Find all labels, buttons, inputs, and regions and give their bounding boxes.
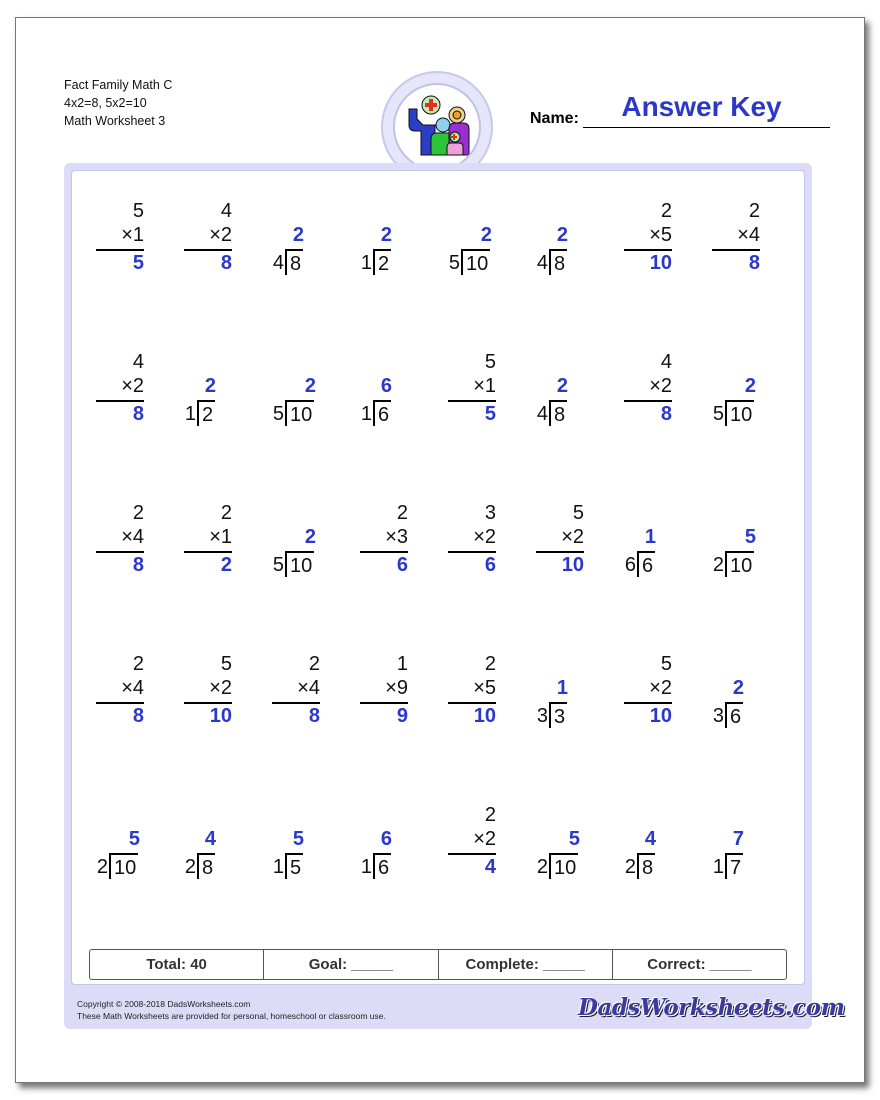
multiplication-problem: [360, 501, 420, 581]
divisor: 6: [624, 554, 636, 576]
product-answer: 4: [484, 856, 496, 878]
multiplication-stack: [272, 652, 320, 728]
divisor: 2: [96, 856, 108, 878]
division-problem: [536, 803, 596, 883]
worksheet-title: Fact Family Math C: [64, 78, 173, 92]
problem-area: [71, 170, 805, 985]
multiplicand: 2: [660, 200, 672, 222]
quotient-answer: 4: [644, 828, 656, 850]
quotient-answer: 6: [380, 828, 392, 850]
dividend: 3: [549, 702, 567, 728]
quotient-answer: 7: [732, 828, 744, 850]
divisor: 4: [272, 252, 284, 274]
quotient-answer: 2: [304, 375, 316, 397]
multiplicand: 2: [748, 200, 760, 222]
quotient-answer: 5: [744, 526, 756, 548]
dividend: 8: [549, 249, 567, 275]
multiplication-stack: [96, 652, 144, 728]
multiplication-problem: [624, 652, 684, 732]
multiplication-stack: [536, 501, 584, 577]
dividend: 10: [725, 551, 754, 577]
multiplication-stack: [96, 199, 144, 275]
dividend: 10: [725, 400, 754, 426]
divisor: 1: [360, 252, 372, 274]
multiplier: ×2: [649, 375, 672, 397]
division-problem: [624, 803, 684, 883]
multiplicand: 3: [484, 502, 496, 524]
product-answer: 10: [649, 705, 672, 727]
divisor: 4: [536, 252, 548, 274]
multiplication-problem: [712, 199, 772, 279]
multiplication-problem: [96, 199, 156, 279]
product-answer: 10: [209, 705, 232, 727]
problem-grid: [72, 171, 804, 984]
divisor: 2: [184, 856, 196, 878]
dividend: 8: [549, 400, 567, 426]
multiplier: ×4: [121, 526, 144, 548]
quotient-answer: 2: [480, 224, 492, 246]
multiplier: ×5: [649, 224, 672, 246]
worksheet-header: [64, 76, 172, 130]
multiplier: ×4: [737, 224, 760, 246]
multiplier: ×5: [473, 677, 496, 699]
division-problem: [272, 803, 332, 883]
brand-logo: DadsWorksheets.com: [578, 994, 845, 1021]
worksheet-subtitle: Math Worksheet 3: [64, 114, 166, 128]
divisor: 2: [536, 856, 548, 878]
copyright-text: Copyright © 2008-2018 DadsWorksheets.com: [77, 999, 251, 1009]
multiplicand: 5: [484, 351, 496, 373]
complete-field: Complete: _____: [439, 950, 613, 979]
quotient-answer: 2: [556, 224, 568, 246]
divisor: 1: [360, 403, 372, 425]
worksheet-facts: 4x2=8, 5x2=10: [64, 96, 147, 110]
multiplication-stack: [624, 199, 672, 275]
dividend: 6: [373, 400, 391, 426]
multiplier: ×2: [561, 526, 584, 548]
divisor: 1: [360, 856, 372, 878]
dividend: 2: [373, 249, 391, 275]
division-problem: [712, 652, 772, 732]
quotient-answer: 1: [644, 526, 656, 548]
name-label: Name:: [530, 110, 579, 127]
product-answer: 5: [484, 403, 496, 425]
dividend: 8: [285, 249, 303, 275]
multiplicand: 4: [220, 200, 232, 222]
product-answer: 10: [561, 554, 584, 576]
answer-key-label: Answer Key: [621, 91, 782, 122]
division-problem: [360, 803, 420, 883]
multiplication-stack: [624, 350, 672, 426]
divisor: 2: [712, 554, 724, 576]
product-answer: 8: [748, 252, 760, 274]
quotient-answer: 5: [128, 828, 140, 850]
multiplicand: 4: [660, 351, 672, 373]
divisor: 3: [536, 705, 548, 727]
divisor: 5: [272, 403, 284, 425]
quotient-answer: 5: [568, 828, 580, 850]
multiplicand: 5: [572, 502, 584, 524]
product-answer: 8: [308, 705, 320, 727]
multiplication-problem: [448, 652, 508, 732]
multiplier: ×1: [473, 375, 496, 397]
multiplication-stack: [448, 350, 496, 426]
quotient-answer: 2: [292, 224, 304, 246]
dividend: 7: [725, 853, 743, 879]
multiplier: ×4: [297, 677, 320, 699]
product-answer: 8: [132, 705, 144, 727]
divisor: 4: [536, 403, 548, 425]
division-problem: [624, 501, 684, 581]
divisor: 1: [272, 856, 284, 878]
product-answer: 10: [473, 705, 496, 727]
multiplication-stack: [184, 501, 232, 577]
multiplication-stack: [96, 350, 144, 426]
divisor: 5: [272, 554, 284, 576]
multiplication-problem: [448, 350, 508, 430]
divisor: 2: [624, 856, 636, 878]
copyright-block: [77, 998, 386, 1022]
multiplication-problem: [448, 803, 508, 883]
product-answer: 8: [660, 403, 672, 425]
division-problem: [448, 199, 508, 279]
multiplication-problem: [536, 501, 596, 581]
product-answer: 6: [484, 554, 496, 576]
quotient-answer: 2: [304, 526, 316, 548]
multiplication-problem: [184, 199, 244, 279]
dividend: 6: [637, 551, 655, 577]
multiplication-problem: [96, 501, 156, 581]
product-answer: 8: [132, 554, 144, 576]
division-problem: [272, 501, 332, 581]
multiplication-stack: [184, 652, 232, 728]
multiplier: ×1: [121, 224, 144, 246]
multiplication-stack: [448, 652, 496, 728]
divisor: 5: [712, 403, 724, 425]
multiplicand: 5: [132, 200, 144, 222]
division-problem: [184, 350, 244, 430]
divisor: 5: [448, 252, 460, 274]
divisor: 1: [184, 403, 196, 425]
quotient-answer: 2: [744, 375, 756, 397]
multiplier: ×2: [121, 375, 144, 397]
goal-field: Goal: _____: [264, 950, 438, 979]
multiplication-problem: [184, 652, 244, 732]
product-answer: 8: [132, 403, 144, 425]
problem-frame: [64, 163, 812, 1029]
multiplicand: 2: [484, 653, 496, 675]
name-line: [583, 127, 830, 128]
multiplicand: 2: [396, 502, 408, 524]
multiplier: ×9: [385, 677, 408, 699]
multiplication-problem: [448, 501, 508, 581]
multiplicand: 2: [220, 502, 232, 524]
division-problem: [272, 199, 332, 279]
division-problem: [536, 652, 596, 732]
total-count: Total: 40: [90, 950, 264, 979]
multiplicand: 2: [132, 502, 144, 524]
division-problem: [272, 350, 332, 430]
multiplication-stack: [360, 652, 408, 728]
multiplication-problem: [96, 350, 156, 430]
multiplicand: 4: [132, 351, 144, 373]
multiplier: ×2: [649, 677, 672, 699]
product-answer: 8: [220, 252, 232, 274]
multiplier: ×3: [385, 526, 408, 548]
division-problem: [712, 501, 772, 581]
dividend: 6: [725, 702, 743, 728]
multiplier: ×4: [121, 677, 144, 699]
quotient-answer: 4: [204, 828, 216, 850]
correct-field: Correct: _____: [647, 956, 752, 973]
multiplication-stack: [624, 652, 672, 728]
dividend: 10: [109, 853, 138, 879]
quotient-answer: 2: [204, 375, 216, 397]
dividend: 10: [549, 853, 578, 879]
division-problem: [712, 350, 772, 430]
quotient-answer: 6: [380, 375, 392, 397]
divisor: 3: [712, 705, 724, 727]
quotient-answer: 2: [732, 677, 744, 699]
multiplicand: 2: [132, 653, 144, 675]
product-answer: 9: [396, 705, 408, 727]
multiplication-problem: [96, 652, 156, 732]
multiplication-problem: [624, 350, 684, 430]
multiplication-problem: [184, 501, 244, 581]
product-answer: 5: [132, 252, 144, 274]
dividend: 2: [197, 400, 215, 426]
dividend: 8: [637, 853, 655, 879]
multiplier: ×2: [473, 526, 496, 548]
dividend: 5: [285, 853, 303, 879]
division-problem: [96, 803, 156, 883]
multiplicand: 2: [308, 653, 320, 675]
dividend: 10: [461, 249, 490, 275]
multiplier: ×2: [209, 677, 232, 699]
score-bar: [89, 949, 787, 980]
usage-notice: These Math Worksheets are provided for personal, homeschool or classroom use.: [77, 1011, 386, 1021]
division-problem: [536, 350, 596, 430]
multiplication-stack: [712, 199, 760, 275]
quotient-answer: 1: [556, 677, 568, 699]
product-answer: 6: [396, 554, 408, 576]
quotient-answer: 2: [556, 375, 568, 397]
multiplier: ×2: [209, 224, 232, 246]
dividend: 10: [285, 400, 314, 426]
dividend: 10: [285, 551, 314, 577]
multiplication-problem: [624, 199, 684, 279]
quotient-answer: 2: [380, 224, 392, 246]
division-problem: [360, 350, 420, 430]
product-answer: 2: [220, 554, 232, 576]
multiplicand: 2: [484, 804, 496, 826]
multiplicand: 5: [660, 653, 672, 675]
multiplication-problem: [272, 652, 332, 732]
product-answer: 10: [649, 252, 672, 274]
multiplication-stack: [448, 803, 496, 879]
multiplication-stack: [448, 501, 496, 577]
division-problem: [536, 199, 596, 279]
multiplicand: 5: [220, 653, 232, 675]
multiplicand: 1: [396, 653, 408, 675]
quotient-answer: 5: [292, 828, 304, 850]
division-problem: [712, 803, 772, 883]
multiplication-stack: [360, 501, 408, 577]
multiplication-stack: [96, 501, 144, 577]
multiplier: ×1: [209, 526, 232, 548]
dividend: 8: [197, 853, 215, 879]
multiplication-problem: [360, 652, 420, 732]
multiplier: ×2: [473, 828, 496, 850]
multiplication-stack: [184, 199, 232, 275]
division-problem: [360, 199, 420, 279]
division-problem: [184, 803, 244, 883]
divisor: 1: [712, 856, 724, 878]
dividend: 6: [373, 853, 391, 879]
